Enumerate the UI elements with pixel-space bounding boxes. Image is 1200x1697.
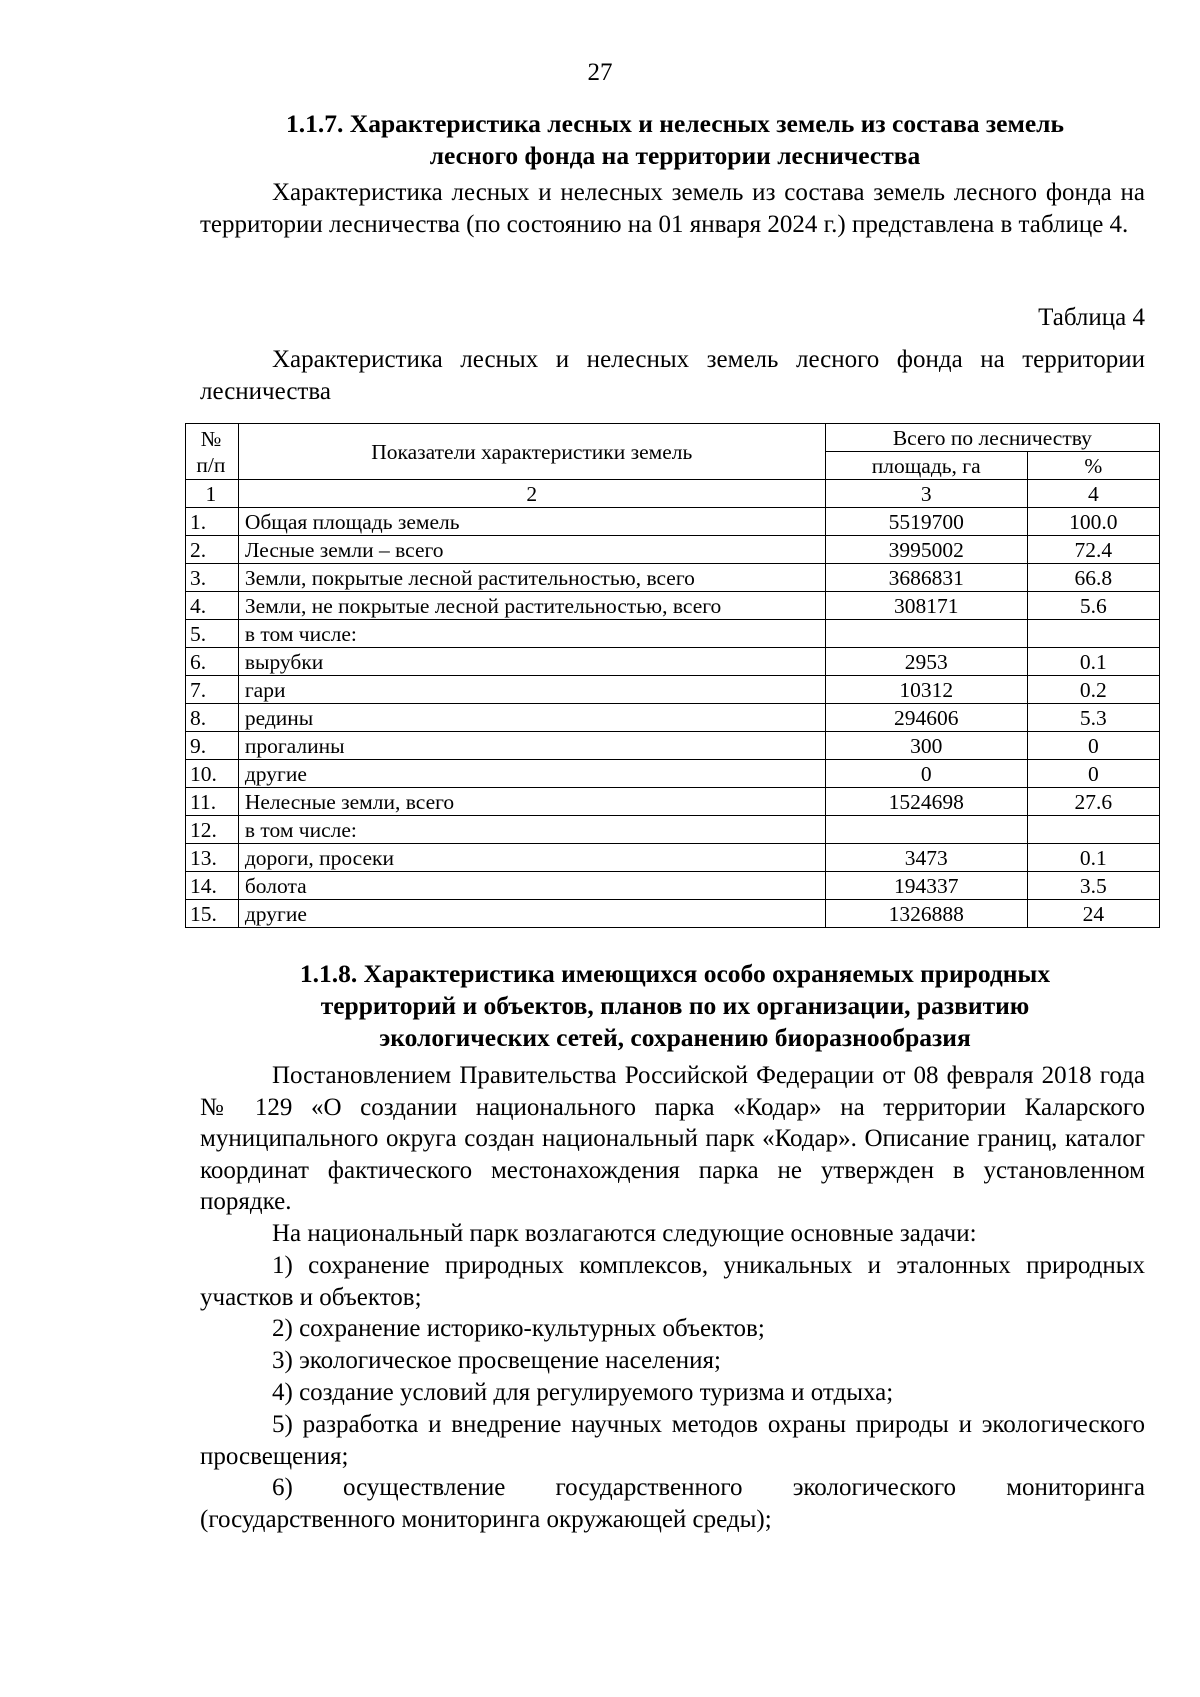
row-percent: 5.6 <box>1027 592 1159 620</box>
intro-paragraph: Характеристика лесных и нелесных земель из состава земель лесного фонда на территории лесничества (по состоянию на 01 января 2024 г.) представлена в таблице 4. <box>200 179 1145 238</box>
row-name: Земли, покрытые лесной растительностью, всего <box>238 564 825 592</box>
header-area: площадь, га <box>825 452 1027 480</box>
row-area: 0 <box>825 760 1027 788</box>
row-name: Земли, не покрытые лесной растительностью, всего <box>238 592 825 620</box>
column-number: 4 <box>1027 480 1159 508</box>
decree-paragraph: Постановлением Правительства Российской Федерации от 08 февраля 2018 года № 129 «О создании национального парка «Кодар» на территории Каларского муниципального округа создан национальный парк «Кодар». Описание границ, каталог координат фактического местонахождения парка не утвержден в установленном порядке. <box>200 1062 1145 1215</box>
table-row <box>186 648 1160 676</box>
row-name: Лесные земли – всего <box>238 536 825 564</box>
row-name: редины <box>238 704 825 732</box>
row-area: 300 <box>825 732 1027 760</box>
row-area <box>825 816 1027 844</box>
row-percent: 72.4 <box>1027 536 1159 564</box>
row-percent <box>1027 816 1159 844</box>
land-characteristics-table <box>185 423 1160 928</box>
row-area: 1524698 <box>825 788 1027 816</box>
heading-line: экологических сетей, сохранению биоразнообразия <box>379 1023 971 1052</box>
row-percent: 3.5 <box>1027 872 1159 900</box>
table-label: Таблица 4 <box>1038 304 1145 331</box>
task-item: 5) разработка и внедрение научных методов охраны природы и экологического просвещения; <box>200 1411 1145 1470</box>
table-row <box>186 508 1160 536</box>
section-heading-1-1-8 <box>200 958 1150 1054</box>
row-area: 3686831 <box>825 564 1027 592</box>
heading-line: территорий и объектов, планов по их организации, развитию <box>320 991 1030 1020</box>
row-area: 308171 <box>825 592 1027 620</box>
table-row <box>186 564 1160 592</box>
row-area: 194337 <box>825 872 1027 900</box>
row-num: 2. <box>186 536 239 564</box>
table-row <box>186 732 1160 760</box>
table-row <box>186 872 1160 900</box>
row-num: 9. <box>186 732 239 760</box>
row-area: 3995002 <box>825 536 1027 564</box>
caption-line: Характеристика лесных и нелесных земель лесного фонда на территории <box>272 346 1145 373</box>
row-name: прогалины <box>238 732 825 760</box>
heading-line: 1.1.7. Характеристика лесных и нелесных земель из состава земель <box>286 109 1064 138</box>
task-item: 3) экологическое просвещение населения; <box>272 1347 721 1374</box>
row-num: 14. <box>186 872 239 900</box>
row-area: 294606 <box>825 704 1027 732</box>
row-percent: 27.6 <box>1027 788 1159 816</box>
row-name: другие <box>238 900 825 928</box>
row-percent: 66.8 <box>1027 564 1159 592</box>
row-percent <box>1027 620 1159 648</box>
row-area: 1326888 <box>825 900 1027 928</box>
table-row <box>186 620 1160 648</box>
heading-line: лесного фонда на территории лесничества <box>429 141 921 170</box>
header-total: Всего по лесничеству <box>825 424 1159 452</box>
row-name: болота <box>238 872 825 900</box>
row-num: 5. <box>186 620 239 648</box>
row-name: гари <box>238 676 825 704</box>
task-item: 4) создание условий для регулируемого туризма и отдыха; <box>272 1379 894 1406</box>
row-num: 6. <box>186 648 239 676</box>
table-row <box>186 844 1160 872</box>
table-row <box>186 676 1160 704</box>
header-percent: % <box>1027 452 1159 480</box>
header-num: № п/п <box>186 424 239 480</box>
column-number: 3 <box>825 480 1027 508</box>
row-area: 5519700 <box>825 508 1027 536</box>
heading-line: 1.1.8. Характеристика имеющихся особо охраняемых природных <box>299 959 1051 988</box>
table-row <box>186 816 1160 844</box>
table-caption <box>200 344 1145 408</box>
table-row <box>186 900 1160 928</box>
table-row <box>186 536 1160 564</box>
table-row <box>186 592 1160 620</box>
row-percent: 0 <box>1027 760 1159 788</box>
column-number: 2 <box>238 480 825 508</box>
row-name: вырубки <box>238 648 825 676</box>
row-name: дороги, просеки <box>238 844 825 872</box>
row-percent: 24 <box>1027 900 1159 928</box>
row-area: 3473 <box>825 844 1027 872</box>
task-item: 2) сохранение историко-культурных объектов; <box>272 1315 765 1342</box>
row-percent: 0 <box>1027 732 1159 760</box>
row-name: Нелесные земли, всего <box>238 788 825 816</box>
tasks-intro-paragraph: На национальный парк возлагаются следующие основные задачи: <box>272 1220 977 1247</box>
row-percent: 100.0 <box>1027 508 1159 536</box>
row-percent: 5.3 <box>1027 704 1159 732</box>
table-row <box>186 788 1160 816</box>
caption-line: лесничества <box>200 378 331 405</box>
column-number: 1 <box>186 480 239 508</box>
row-num: 10. <box>186 760 239 788</box>
row-num: 4. <box>186 592 239 620</box>
row-name: Общая площадь земель <box>238 508 825 536</box>
row-num: 8. <box>186 704 239 732</box>
row-name: в том числе: <box>238 816 825 844</box>
row-num: 15. <box>186 900 239 928</box>
row-percent: 0.1 <box>1027 844 1159 872</box>
table-row <box>186 760 1160 788</box>
row-name: другие <box>238 760 825 788</box>
row-num: 7. <box>186 676 239 704</box>
row-area: 2953 <box>825 648 1027 676</box>
row-num: 13. <box>186 844 239 872</box>
row-num: 1. <box>186 508 239 536</box>
row-area: 10312 <box>825 676 1027 704</box>
header-indicator: Показатели характеристики земель <box>238 424 825 480</box>
task-item: 1) сохранение природных комплексов, уникальных и эталонных природных участков и объектов; <box>200 1252 1145 1311</box>
task-item: 6) осуществление государственного экологического мониторинга (государственного мониторинга окружающей среды); <box>200 1474 1145 1533</box>
row-percent: 0.1 <box>1027 648 1159 676</box>
row-percent: 0.2 <box>1027 676 1159 704</box>
row-name: в том числе: <box>238 620 825 648</box>
row-num: 12. <box>186 816 239 844</box>
row-num: 3. <box>186 564 239 592</box>
section-heading-1-1-7 <box>200 108 1150 172</box>
row-area <box>825 620 1027 648</box>
table-body <box>186 508 1160 928</box>
table-row <box>186 704 1160 732</box>
page-number: 27 <box>587 59 613 86</box>
row-num: 11. <box>186 788 239 816</box>
